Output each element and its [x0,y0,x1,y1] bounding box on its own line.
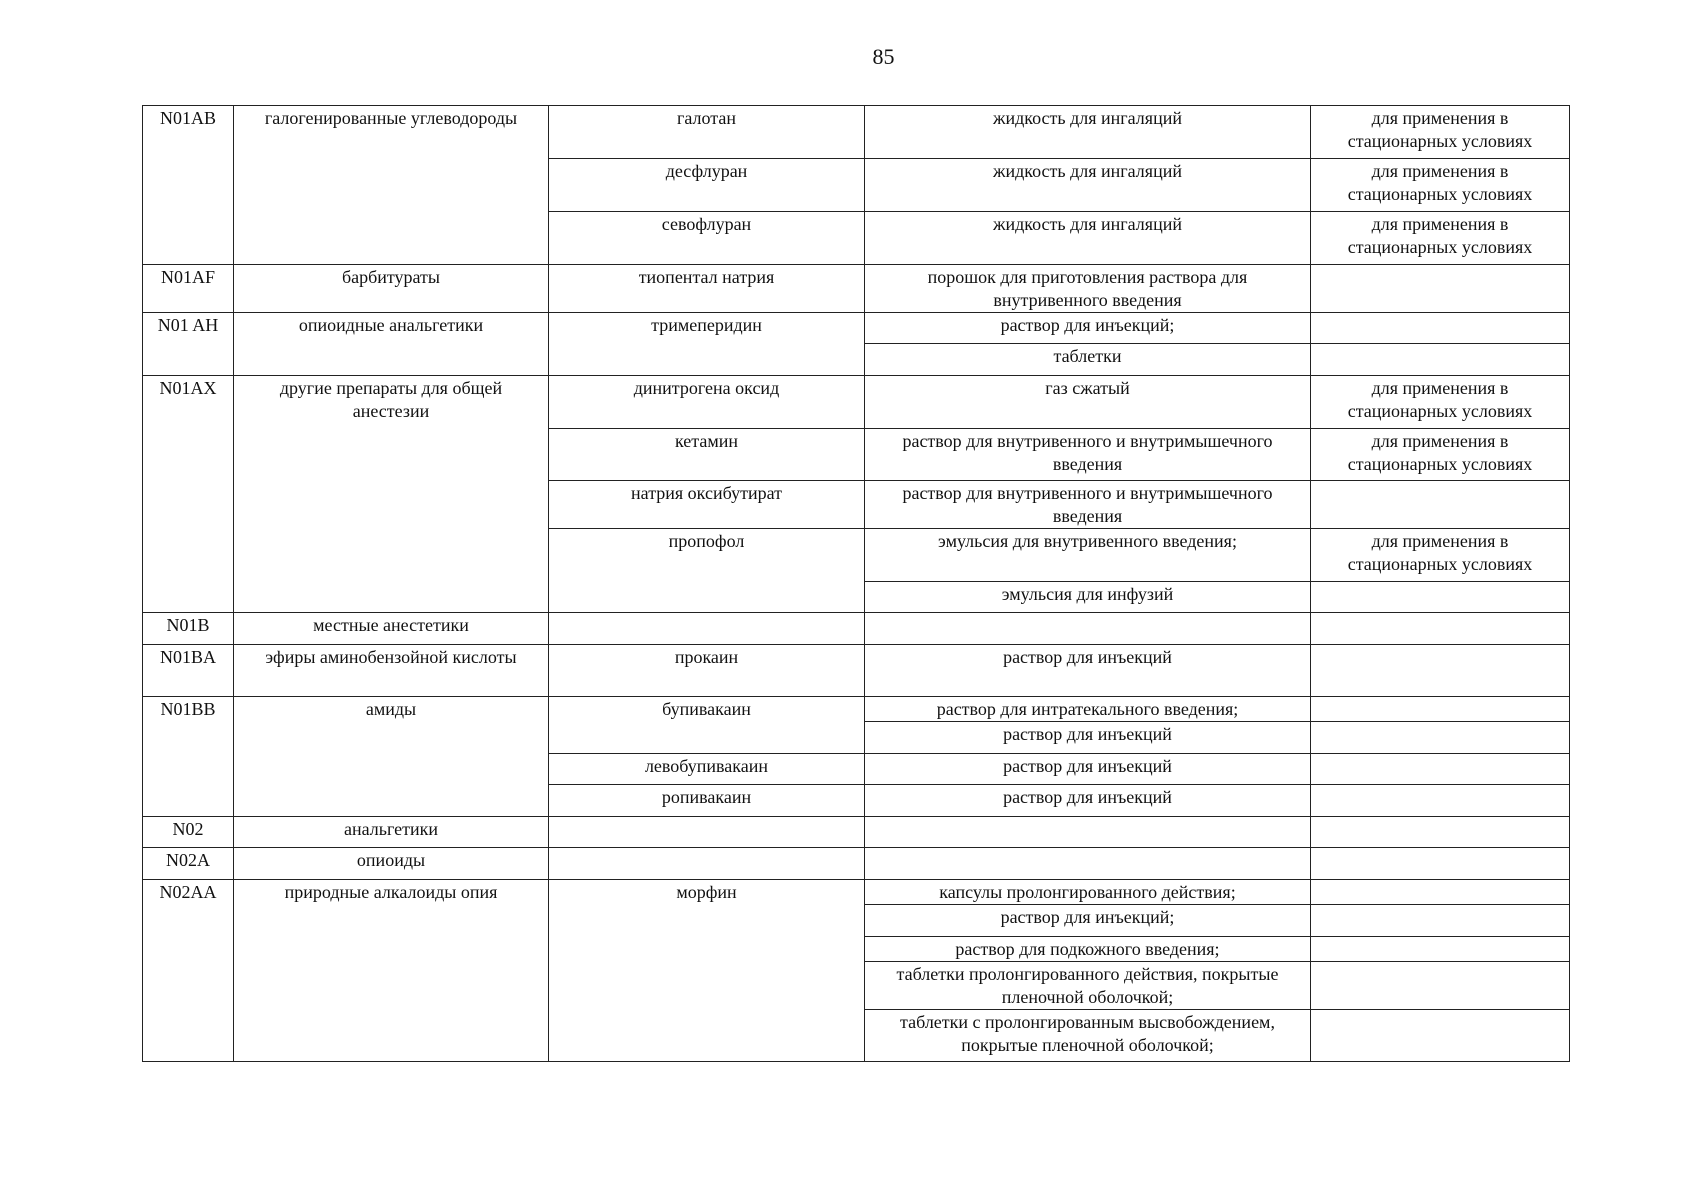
usage-note [1311,785,1570,817]
drug-name: кетамин [549,429,865,481]
usage-note: для применения в стационарных условиях [1311,106,1570,159]
usage-note [1311,313,1570,344]
dosage-form: порошок для приготовления раствора для внутривенного введения [865,265,1311,313]
dosage-form: раствор для инъекций [865,722,1311,754]
usage-note: для применения в стационарных условиях [1311,376,1570,429]
table-row [143,848,1570,880]
usage-note [1311,905,1570,937]
drug-name [549,613,865,645]
table-row [143,106,1570,159]
group-name: анальгетики [234,817,549,848]
atc-code: N01AF [143,265,234,313]
drug-name: ропивакаин [549,785,865,817]
dosage-form: раствор для инъекций; [865,313,1311,344]
table-row [143,376,1570,429]
atc-code: N01AX [143,376,234,613]
dosage-form: жидкость для ингаляций [865,106,1311,159]
atc-code: N01 AH [143,313,234,376]
group-name: барбитураты [234,265,549,313]
table-row [143,817,1570,848]
table-row [143,265,1570,313]
dosage-form: раствор для подкожного введения; [865,937,1311,962]
usage-note [1311,817,1570,848]
usage-note [1311,722,1570,754]
atc-code: N02AA [143,880,234,1062]
atc-code: N01B [143,613,234,645]
dosage-form [865,613,1311,645]
group-name: опиоиды [234,848,549,880]
dosage-form: таблетки [865,344,1311,376]
drug-name: морфин [549,880,865,1062]
dosage-form [865,817,1311,848]
drug-name [549,848,865,880]
drug-table [142,105,1570,1062]
dosage-form: жидкость для ингаляций [865,159,1311,212]
dosage-form: эмульсия для инфузий [865,582,1311,613]
usage-note [1311,265,1570,313]
drug-name: десфлуран [549,159,865,212]
table-row [143,313,1570,344]
group-name: амиды [234,697,549,817]
usage-note: для применения в стационарных условиях [1311,529,1570,582]
atc-code: N01AB [143,106,234,265]
atc-code: N02 [143,817,234,848]
usage-note [1311,1010,1570,1062]
drug-name: бупивакаин [549,697,865,754]
dosage-form: эмульсия для внутривенного введения; [865,529,1311,582]
dosage-form: таблетки пролонгированного действия, покрытые пленочной оболочкой; [865,962,1311,1010]
usage-note: для применения в стационарных условиях [1311,429,1570,481]
group-name: другие препараты для общей анестезии [234,376,549,613]
drug-name: прокаин [549,645,865,697]
group-name: эфиры аминобензойной кислоты [234,645,549,697]
dosage-form: жидкость для ингаляций [865,212,1311,265]
dosage-form: раствор для инъекций [865,645,1311,697]
atc-code: N01BB [143,697,234,817]
usage-note: для применения в стационарных условиях [1311,159,1570,212]
drug-name: тиопентал натрия [549,265,865,313]
dosage-form: раствор для внутривенного и внутримышечного введения [865,429,1311,481]
drug-name [549,817,865,848]
atc-code: N02A [143,848,234,880]
usage-note [1311,962,1570,1010]
dosage-form: раствор для инъекций [865,785,1311,817]
usage-note [1311,880,1570,905]
drug-name: севофлуран [549,212,865,265]
usage-note [1311,344,1570,376]
usage-note [1311,613,1570,645]
drug-name: левобупивакаин [549,754,865,785]
dosage-form: таблетки с пролонгированным высвобождением, покрытые пленочной оболочкой; [865,1010,1311,1062]
table-row [143,645,1570,697]
drug-name: галотан [549,106,865,159]
table-row [143,880,1570,905]
dosage-form: раствор для внутривенного и внутримышечного введения [865,481,1311,529]
group-name: местные анестетики [234,613,549,645]
usage-note [1311,645,1570,697]
usage-note [1311,582,1570,613]
group-name: природные алкалоиды опия [234,880,549,1062]
page-number: 85 [872,44,895,69]
drug-name: тримеперидин [549,313,865,376]
usage-note [1311,937,1570,962]
usage-note [1311,754,1570,785]
atc-code: N01BA [143,645,234,697]
dosage-form: раствор для инъекций [865,754,1311,785]
usage-note [1311,481,1570,529]
drug-name: пропофол [549,529,865,613]
dosage-form: раствор для инъекций; [865,905,1311,937]
usage-note: для применения в стационарных условиях [1311,212,1570,265]
table-row [143,697,1570,722]
table-row [143,613,1570,645]
dosage-form: газ сжатый [865,376,1311,429]
group-name: опиоидные анальгетики [234,313,549,376]
usage-note [1311,848,1570,880]
dosage-form [865,848,1311,880]
dosage-form: раствор для интратекального введения; [865,697,1311,722]
drug-name: натрия оксибутират [549,481,865,529]
group-name: галогенированные углеводороды [234,106,549,265]
dosage-form: капсулы пролонгированного действия; [865,880,1311,905]
drug-name: динитрогена оксид [549,376,865,429]
usage-note [1311,697,1570,722]
